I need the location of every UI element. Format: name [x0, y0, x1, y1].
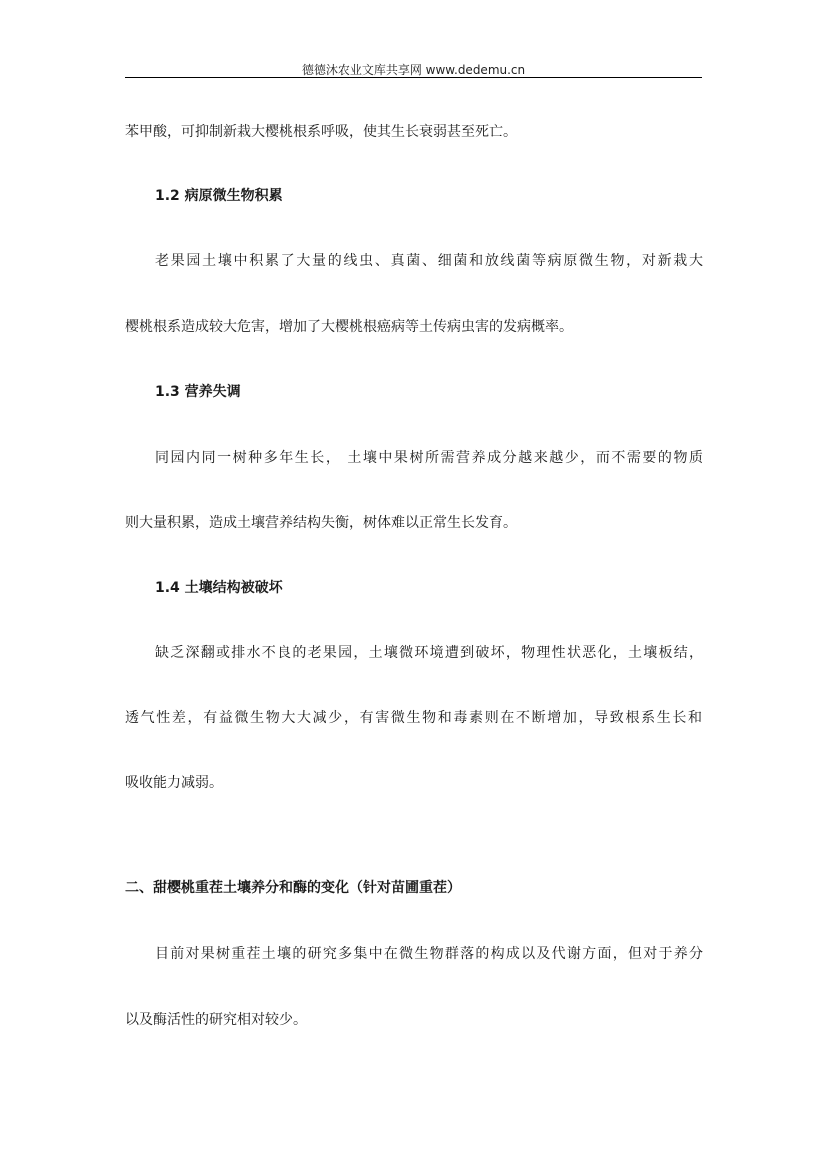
paragraph-line: 则大量积累，造成土壤营养结构失衡，树体难以正常生长发育。	[125, 515, 517, 531]
paragraph-line: 同园内同一树种多年生长， 土壤中果树所需营养成分越来越少，而不需要的物质	[155, 450, 703, 466]
paragraph-line: 老果园土壤中积累了大量的线虫、真菌、细菌和放线菌等病原微生物，对新栽大	[155, 253, 703, 269]
paragraph-line: 缺乏深翻或排水不良的老果园，土壤微环境遭到破坏，物理性状恶化，土壤板结，	[155, 645, 703, 661]
header-rule	[125, 77, 702, 78]
section-heading-1-2: 1.2 病原微生物积累	[155, 188, 283, 204]
section-heading-2: 二、甜樱桃重茬土壤养分和酶的变化（针对苗圃重茬）	[125, 880, 461, 896]
paragraph-line: 目前对果树重茬土壤的研究多集中在微生物群落的构成以及代谢方面，但对于养分	[155, 946, 703, 962]
paragraph-line: 透气性差，有益微生物大大减少，有害微生物和毒素则在不断增加，导致根系生长和	[125, 710, 702, 726]
header-text: 德德沐农业文库共享网 www.dedemu.cn	[301, 63, 526, 77]
section-heading-1-3: 1.3 营养失调	[155, 384, 241, 400]
section-heading-1-4: 1.4 土壤结构被破坏	[155, 580, 283, 596]
paragraph-line: 以及酶活性的研究相对较少。	[125, 1012, 307, 1028]
paragraph-line: 吸收能力减弱。	[125, 775, 223, 791]
paragraph-line: 樱桃根系造成较大危害，增加了大樱桃根癌病等土传病虫害的发病概率。	[125, 319, 573, 335]
paragraph-line: 苯甲酸，可抑制新栽大樱桃根系呼吸，使其生长衰弱甚至死亡。	[125, 124, 517, 140]
